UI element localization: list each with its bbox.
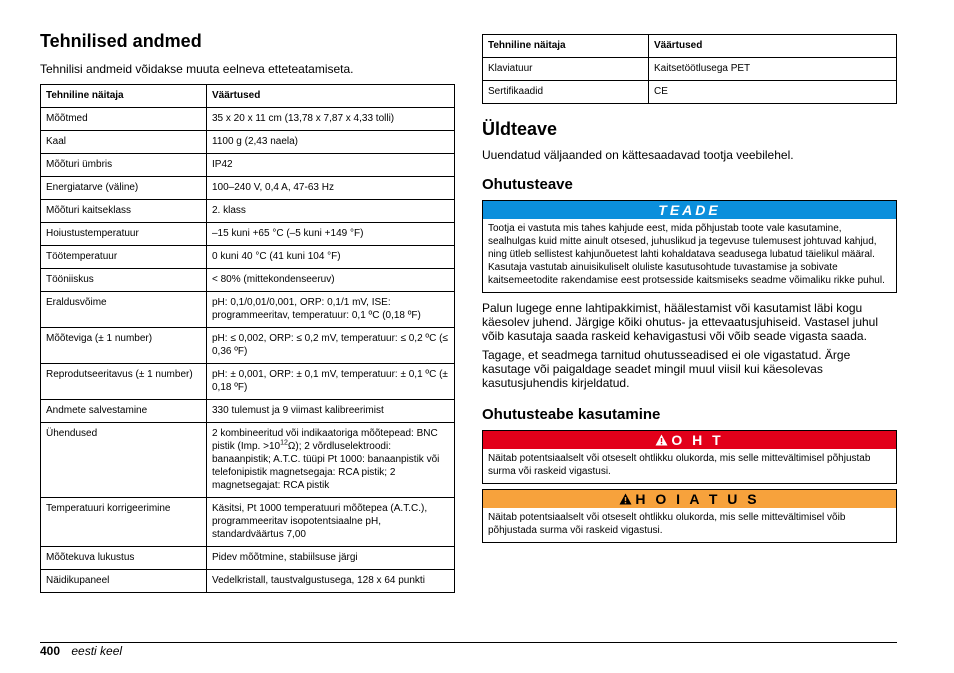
intro-text: Tehnilisi andmeid võidakse muuta eelneva etteteatamiseta. — [40, 62, 354, 76]
table-header-row — [483, 35, 897, 58]
page-title: Tehnilised andmed — [40, 31, 202, 51]
footer-language: eesti keel — [71, 644, 123, 658]
spec-table-body — [483, 58, 897, 104]
table-row — [41, 269, 455, 292]
param-cell: Eraldusvõime — [41, 292, 207, 328]
right-column — [482, 34, 897, 543]
value-cell: < 80% (mittekondenseeruv) — [207, 269, 455, 292]
value-cell: Vedelkristall, taustvalgustusega, 128 x 64 punkti — [207, 570, 455, 593]
param-cell: Energiatarve (väline) — [41, 177, 207, 200]
value-cell: 0 kuni 40 °C (41 kuni 104 °F) — [207, 246, 455, 269]
danger-text: Näitab potentsiaalselt või otseselt ohtlikku olukorda, mis selle mittevältimisel põhjustab surma või raskeid vigastusi. — [488, 453, 871, 477]
table-row — [41, 547, 455, 570]
safety-use-heading: Ohutusteabe kasutamine — [482, 406, 661, 423]
left-column — [40, 30, 455, 593]
value-cell: pH: ± 0,001, ORP: ± 0,1 mV, temperatuur: ± 0,1 ºC (± 0,18 ºF) — [207, 364, 455, 400]
param-cell: Töötemperatuur — [41, 246, 207, 269]
table-row — [41, 154, 455, 177]
value-cell: 1100 g (2,43 naela) — [207, 131, 455, 154]
warning-triangle-icon — [655, 434, 668, 446]
general-info-text: Uuendatud väljaanded on kättesaadavad tootja veebilehel. — [482, 148, 794, 162]
notice-text: Tootja ei vastuta mis tahes kahjude eest, mida põhjustab toote vale kasutamine, sealhulgas kuid mitte ainult otsesed, juhuslikud ja tegevuse tulemusest johtuvad kahjud, ning ütleb sellistest kahjunõuetest lahti kohaldatava seadusega lubatud täielikul määral. Kasutaja vastutab ainuisikuliselt oluliste kasutusohtude tuvastamise ja sobivate kaitsemeetodite rakendamise eest protsesside kaitsmiseks seadme võimaliku rikke puhul. — [488, 223, 885, 286]
warning-label: H O I A T U S — [635, 491, 760, 507]
param-cell: Hoiustustemperatuur — [41, 223, 207, 246]
notice-label: TEADE — [483, 201, 896, 219]
table-row — [41, 498, 455, 547]
spec-table — [40, 84, 455, 593]
safety-paragraph-2: Tagage, et seadmega tarnitud ohutusseadised ei ole vigastatud. Ärge kasutage või paigaldage seadet mingil muul viisil kui käesolevas kasutusjuhendis kirjeldatud. — [482, 348, 851, 390]
footer-divider — [40, 642, 897, 643]
table-row — [41, 570, 455, 593]
param-cell: Mõõtekuva lukustus — [41, 547, 207, 570]
param-cell: Sertifikaadid — [483, 81, 649, 104]
param-cell: Reprodutseeritavus (± 1 number) — [41, 364, 207, 400]
value-cell: CE — [649, 81, 897, 104]
page-footer — [40, 644, 122, 658]
param-cell: Mõõturi ümbris — [41, 154, 207, 177]
param-cell: Mõõtmed — [41, 108, 207, 131]
superscript: 12 — [280, 439, 288, 447]
value-cell: Kaitsetöötlusega PET — [649, 58, 897, 81]
table-row — [41, 223, 455, 246]
table-row — [41, 246, 455, 269]
table-row — [41, 328, 455, 364]
value-cell: pH: 0,1/0,01/0,001, ORP: 0,1/1 mV, ISE: programmeeritav, temperatuur: 0,1 ºC (0,18 ºF) — [207, 292, 455, 328]
table-row — [41, 108, 455, 131]
value-cell: Pidev mõõtmine, stabiilsuse järgi — [207, 547, 455, 570]
value-cell: 330 tulemust ja 9 viimast kalibreerimist — [207, 400, 455, 423]
safety-heading: Ohutusteave — [482, 176, 573, 193]
warning-box — [482, 489, 897, 543]
value-cell: pH: ≤ 0,002, ORP: ≤ 0,2 mV, temperatuur: ≤ 0,2 ºC (≤ 0,36 ºF) — [207, 328, 455, 364]
table-row — [483, 81, 897, 104]
table-row — [41, 200, 455, 223]
param-cell: Andmete salvestamine — [41, 400, 207, 423]
value-cell: IP42 — [207, 154, 455, 177]
param-cell: Ühendused — [41, 423, 207, 498]
danger-box — [482, 430, 897, 484]
value-cell: 100–240 V, 0,4 A, 47-63 Hz — [207, 177, 455, 200]
table-row — [41, 131, 455, 154]
spec-table-body — [41, 108, 455, 593]
warning-text: Näitab potentsiaalselt või otseselt ohtlikku olukorda, mis selle mittevältimisel võib põhjustada surma või raskeid vigastusi. — [488, 512, 846, 536]
danger-label: O H T — [671, 432, 724, 448]
table-row — [41, 400, 455, 423]
table-row — [483, 58, 897, 81]
param-cell: Temperatuuri korrigeerimine — [41, 498, 207, 547]
table-row — [41, 292, 455, 328]
table-header-values: Väärtused — [207, 85, 455, 108]
warning-triangle-icon — [619, 493, 632, 505]
notice-box — [482, 200, 897, 293]
value-cell: Käsitsi, Pt 1000 temperatuuri mõõtepea (A.T.C.), programmeeritav isopotentsiaalne pH, standardväärtus 7,00 — [207, 498, 455, 547]
safety-paragraph-1: Palun lugege enne lahtipakkimist, häälestamist või kasutamist läbi kogu käesolev juhend. Järgige kõiki ohutus- ja ettevaatusjuhiseid. Vastasel juhul võib kasutaja saada raskeid kehavigastusi või võib seade vigasta saada. — [482, 301, 879, 343]
value-text: 2 kombineeritud või indikaatoriga mõõtepead: BNC pistik (Imp. >10 — [212, 428, 438, 452]
page-number: 400 — [40, 644, 61, 658]
param-cell: Näidikupaneel — [41, 570, 207, 593]
table-row — [41, 364, 455, 400]
table-header-param: Tehniline näitaja — [41, 85, 207, 108]
table-header-values: Väärtused — [649, 35, 897, 58]
param-cell: Mõõturi kaitseklass — [41, 200, 207, 223]
param-cell: Tööniiskus — [41, 269, 207, 292]
param-cell: Klaviatuur — [483, 58, 649, 81]
warning-label-bar — [483, 490, 896, 508]
table-header-param: Tehniline näitaja — [483, 35, 649, 58]
value-cell — [207, 423, 455, 498]
param-cell: Kaal — [41, 131, 207, 154]
general-info-heading: Üldteave — [482, 119, 558, 139]
table-row — [41, 177, 455, 200]
value-text: Ω); 2 võrdluselektroodi: banaanpistik; A.T.C. tüüpi Pt 1000: banaanpistik või telefonipistik magnetsegaja: RCA pistik; 2 magnetsegajat: RCA pistik — [212, 441, 440, 491]
spec-table-continued — [482, 34, 897, 104]
value-cell: 35 x 20 x 11 cm (13,78 x 7,87 x 4,33 tolli) — [207, 108, 455, 131]
table-header-row — [41, 85, 455, 108]
param-cell: Mõõteviga (± 1 number) — [41, 328, 207, 364]
value-cell: –15 kuni +65 °C (–5 kuni +149 °F) — [207, 223, 455, 246]
value-cell: 2. klass — [207, 200, 455, 223]
table-row — [41, 423, 455, 498]
danger-label-bar — [483, 431, 896, 449]
